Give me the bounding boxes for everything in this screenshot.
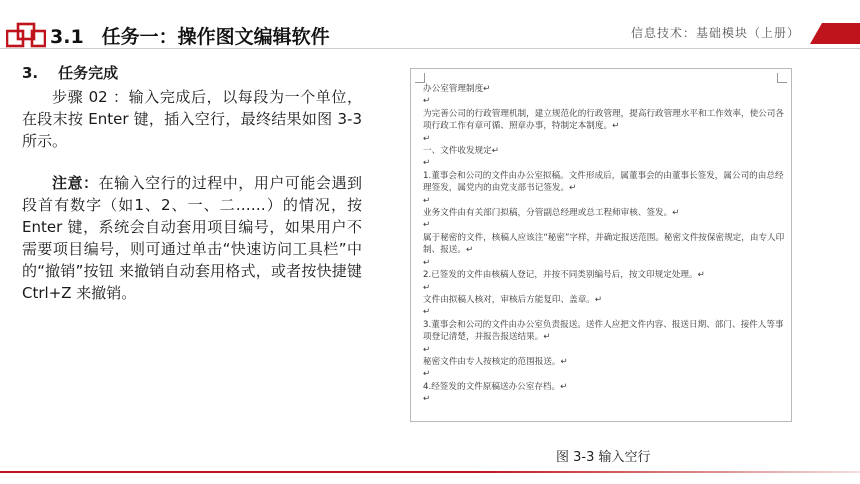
footer-divider xyxy=(0,471,860,473)
document-line: ↵ xyxy=(423,133,431,144)
document-line: ↵ xyxy=(423,282,431,293)
document-line: ↵ xyxy=(423,394,431,405)
document-line: ↵ xyxy=(423,369,431,380)
step-paragraph: 步骤 02 ：输入完成后，以每段为一个单位，在段末按 Enter 键，插入空行，最终结果如图 3-3 所示。 xyxy=(22,88,362,150)
document-text xyxy=(423,83,785,406)
page-corner-mark xyxy=(415,73,425,83)
note-label: 注意： xyxy=(52,174,99,192)
section-logo-icon xyxy=(6,22,46,48)
document-line: 办公室管理制度↵ xyxy=(423,84,491,94)
document-line: ↵ xyxy=(423,158,431,169)
note-paragraph xyxy=(22,172,362,304)
document-line: 文件由拟稿人核对，审核后方能复印、盖章。↵ xyxy=(423,294,603,305)
section-title: 任务一：操作图文编辑软件 xyxy=(101,26,330,48)
document-line: 4.经签发的文件原稿送办公室存档。↵ xyxy=(423,381,568,392)
note-text: 在输入空行的过程中，用户可能会遇到段首有数字（如1、2、一、二……）的情况，按 Enter 键，系统会自动套用项目编号，如果用户不需要项目编号，则可通过单击“快速访问工具栏”中的“撤销”按钮 来撤销自动套用格式，或者按快捷键 Ctrl+Z 来撤销。 xyxy=(22,174,362,302)
document-line: 业务文件由有关部门拟稿，分管副总经理或总工程师审核、签发。↵ xyxy=(423,208,680,219)
document-line: ↵ xyxy=(423,220,431,231)
step-heading xyxy=(22,62,362,84)
document-line: ↵ xyxy=(423,257,431,268)
section-number: 3.1 xyxy=(50,26,84,48)
document-line: 属于秘密的文件，核稿人应该注“秘密”字样，并确定报送范围。秘密文件按保密规定，由专人印制、报送。↵ xyxy=(423,232,785,256)
header-accent-tab xyxy=(810,23,860,44)
body-text xyxy=(22,62,362,304)
step-heading-text: 任务完成 xyxy=(58,64,119,82)
figure-caption: 图 3-3 输入空行 xyxy=(556,450,651,465)
document-line: 2.已签发的文件由核稿人登记，并按不同类别编号后，按文印规定处理。↵ xyxy=(423,270,705,281)
document-line: 为完善公司的行政管理机制，建立规范化的行政管理，提高行政管理水平和工作效率，使公司各项行政工作有章可循、照章办事，特制定本制度。↵ xyxy=(423,108,784,132)
page-title xyxy=(50,22,330,49)
page-corner-mark xyxy=(777,73,787,83)
document-image xyxy=(410,68,792,422)
document-line: ↵ xyxy=(423,96,431,107)
document-line: ↵ xyxy=(423,195,431,206)
book-label: 信息技术：基础模块（上册） xyxy=(630,26,800,40)
step-heading-number: 3. xyxy=(22,64,39,82)
document-line: ↵ xyxy=(423,344,431,355)
document-line: 1.董事会和公司的文件由办公室拟稿。文件形成后，属董事会的由董事长签发，属公司的由总经理签发，属党内的由党支部书记签发。↵ xyxy=(423,170,784,194)
document-line: 3.董事会和公司的文件由办公室负责报送。送件人应把文件内容、报送日期、部门、接件人等事项登记清楚，并报告报送结果。↵ xyxy=(423,319,784,343)
document-line: 一、文件收发规定↵ xyxy=(423,146,499,157)
document-line: ↵ xyxy=(423,307,431,318)
document-line: 秘密文件由专人按核定的范围报送。↵ xyxy=(423,356,568,367)
header-divider xyxy=(0,48,860,49)
